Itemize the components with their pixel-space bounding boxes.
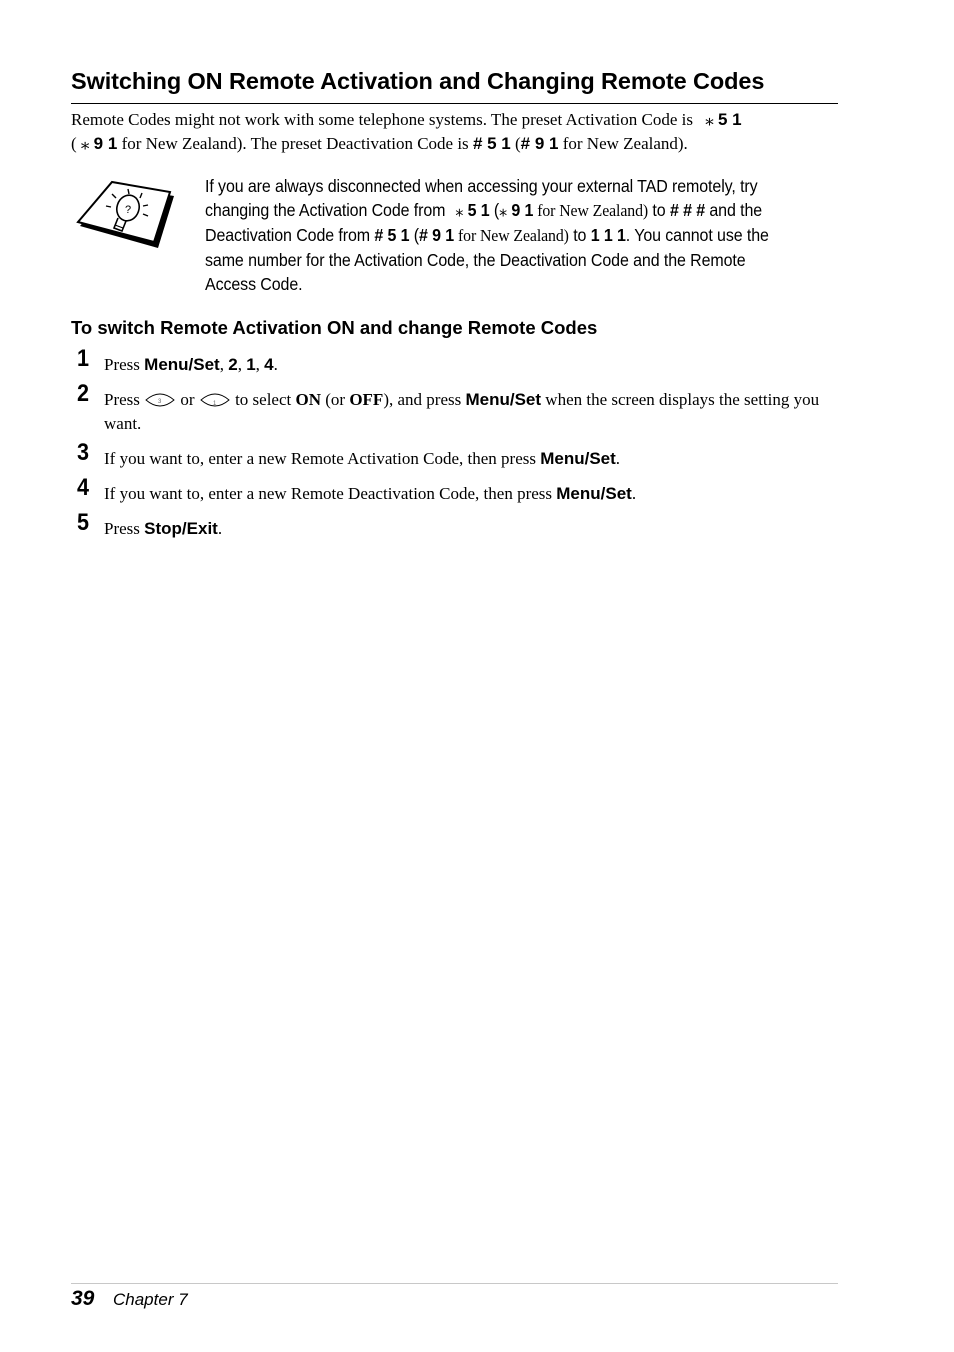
step-2-text-5: when the screen displays the setting you want. — [104, 390, 820, 433]
note-text-8: to — [568, 225, 591, 245]
activation-code-nz: 9 1 — [93, 134, 118, 153]
note-code-6: 1 1 1 — [590, 225, 626, 245]
note-code-5: # 9 1 — [419, 225, 455, 245]
step-text — [104, 517, 844, 541]
step-number: 1 — [77, 345, 90, 372]
note-text-1: If you are always disconnected when accessing your external TAD remotely, try changing the Activation Code from — [205, 176, 758, 220]
separator: , — [255, 355, 265, 374]
off-option: OFF — [349, 390, 384, 409]
intro-paragraph — [71, 108, 846, 156]
step-text — [104, 482, 844, 506]
intro-text-3: for New Zealand). The preset Deactivation Code is — [117, 134, 473, 153]
note-text-7: for New Zealand) — [454, 226, 569, 245]
step-5-text: Press — [104, 519, 145, 538]
step-2-text-3: (or — [321, 390, 350, 409]
note-text-3: for New Zealand) — [533, 201, 649, 220]
note-code-1: 5 1 — [467, 200, 490, 220]
step-text — [104, 353, 844, 377]
step-2-text-1: Press — [104, 390, 145, 409]
period: . — [631, 484, 637, 503]
note-code-3: # # # — [669, 200, 706, 220]
note-code-2: 9 1 — [511, 200, 534, 220]
period: . — [217, 519, 223, 538]
step-text — [104, 388, 844, 436]
note-text-4: to — [648, 200, 670, 220]
activation-code: 5 1 — [718, 110, 742, 129]
lightbulb-note-icon — [76, 178, 176, 250]
menu-set-key: Menu/Set — [540, 449, 616, 468]
note-text-2: ( — [489, 200, 500, 220]
stop-exit-key: Stop/Exit — [144, 519, 218, 538]
svg-text:1: 1 — [212, 401, 217, 407]
key-2: 2 — [228, 355, 238, 374]
menu-set-key: Menu/Set — [465, 390, 542, 409]
step-number: 2 — [77, 380, 90, 407]
period: . — [615, 449, 621, 468]
menu-set-key: Menu/Set — [144, 355, 220, 374]
star-symbol: ⁎ — [499, 200, 508, 220]
intro-text-2: ( — [71, 134, 77, 153]
note-text-6: ( — [409, 225, 420, 245]
step-4-text: If you want to, enter a new Remote Deactivation Code, then press — [104, 484, 557, 503]
step-2-or: or — [176, 390, 199, 409]
separator: , — [237, 355, 247, 374]
up-arrow-key-icon — [144, 391, 176, 409]
footer-divider — [71, 1283, 838, 1284]
subheading: To switch Remote Activation ON and change Remote Codes — [71, 317, 598, 338]
chapter-label: Chapter 7 — [113, 1290, 188, 1309]
page-number: 39 — [71, 1287, 95, 1310]
section-title: Switching ON Remote Activation and Changing Remote Codes — [71, 68, 765, 94]
step-2-text-4: ), and press — [383, 390, 466, 409]
step-2-text-2: to select — [230, 390, 296, 409]
star-symbol: ⁎ — [455, 200, 464, 220]
step-text — [104, 447, 844, 471]
star-symbol: ⁎ — [80, 134, 90, 153]
period: . — [273, 355, 278, 374]
note-text-9: . You cannot use the same number for the Activation Code, the Deactivation Code and the Remote Access Code. — [205, 225, 769, 294]
tip-note-text — [205, 174, 791, 296]
step-number: 5 — [77, 509, 90, 536]
deactivation-code-nz: # 9 1 — [520, 134, 559, 153]
down-arrow-key-icon — [199, 391, 231, 409]
intro-text-4: ( — [510, 134, 521, 153]
intro-text-5: for New Zealand). — [558, 134, 688, 153]
svg-text:?: ? — [125, 204, 132, 216]
note-text-5: and the Deactivation Code from — [205, 200, 763, 245]
on-option: ON — [295, 390, 321, 409]
separator: , — [219, 355, 229, 374]
intro-text-1: Remote Codes might not work with some telephone systems. The preset Activation Code is — [71, 110, 698, 129]
step-3-text: If you want to, enter a new Remote Activation Code, then press — [104, 449, 541, 468]
note-code-4: # 5 1 — [374, 225, 410, 245]
step-number: 3 — [77, 439, 90, 466]
menu-set-key: Menu/Set — [556, 484, 632, 503]
svg-text:3: 3 — [158, 399, 162, 405]
step-number: 4 — [77, 474, 90, 501]
key-1: 1 — [246, 355, 256, 374]
key-4: 4 — [264, 355, 274, 374]
title-divider — [71, 103, 838, 104]
star-symbol: ⁎ — [705, 110, 714, 129]
deactivation-code: # 5 1 — [472, 134, 511, 153]
step-1-text: Press — [104, 355, 145, 374]
